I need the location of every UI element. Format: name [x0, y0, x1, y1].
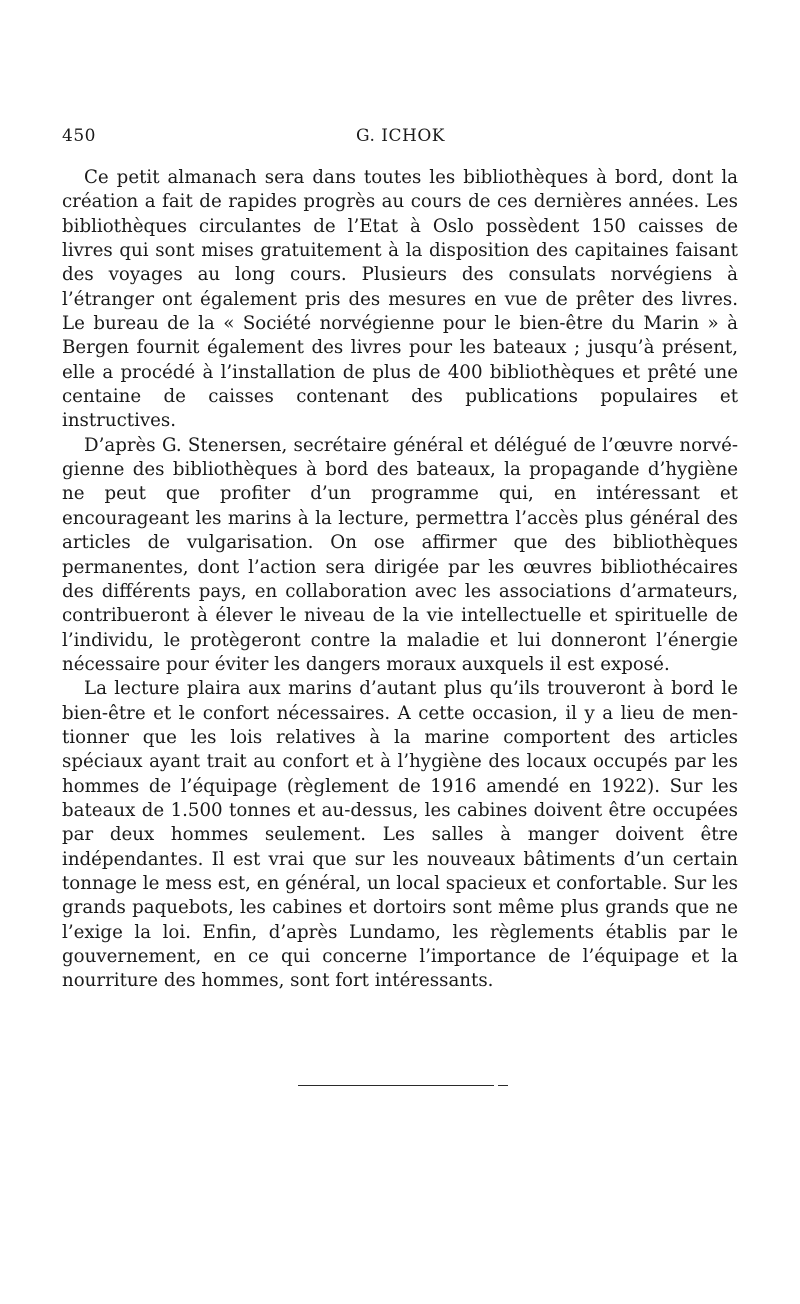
page-number: 450: [62, 126, 96, 146]
paragraph-almanac: Ce petit almanach sera dans toutes les bibliothèques à bord, dont la création a fait de rapides progrès au cours de ces dernières années. Les bibliothèques circulantes de l’Etat à Oslo possèdent 150 caisses de livres qui sont mises gratuitement à la disposition des capitaines faisant des voyages au long cours. Plusieurs des consulats norvégiens à l’étranger ont également pris des mesures en vue de prêter des livres. Le bureau de la « Société norvégienne pour le bien-être du Marin » à Bergen fournit également des livres pour les bateaux ; jusqu’à présent, elle a procédé à l’installation de plus de 400 bibliothèques et prêté une centaine de caisses contenant des publications populaires et instructives.: [62, 167, 738, 432]
end-rule-tail: [498, 1085, 508, 1086]
running-head: G. ICHOK: [356, 126, 445, 146]
paragraph-comfort: La lecture plaira aux marins d’autant plus qu’ils trouveront à bord le bien-être et le confort nécessaires. A cette occasion, il y a lieu de mentionner que les lois relatives à la marine comportent des articles spéciaux ayant trait au confort et à l’hygiène des locaux occupés par les hommes de l’équipage (règlement de 1916 amendé en 1922). Sur les bateaux de 1.500 tonnes et au-dessus, les cabines doivent être occupées par deux hommes seulement. Les salles à manger doivent être indépendantes. Il est vrai que sur les nouveaux bâtiments d’un certain tonnage le mess est, en général, un local spacieux et confortable. Sur les grands paquebots, les cabines et dortoirs sont même plus grands que ne l’exige la loi. Enfin, d’après Lundamo, les règlements établis par le gouvernement, en ce qui concerne l’importance de l’équipage et la nourriture des hommes, sont fort intéressants.: [62, 678, 738, 992]
body-text: [62, 166, 738, 994]
end-rule: [298, 1085, 494, 1086]
paragraph-stenersen: D’après G. Stenersen, secrétaire général et délégué de l’œuvre norvégienne des bibliothèques à bord des bateaux, la propagande d’hygiène ne peut que profiter d’un programme qui, en intéressant et encourageant les marins à la lecture, permettra l’accès plus général des articles de vulgarisation. On ose affirmer que des bibliothèques permanentes, dont l’action sera dirigée par les œuvres bibliothécaires des différents pays, en collaboration avec les associations d’armateurs, contribueront à élever le niveau de la vie intellectuelle et spirituelle de l’individu, le protègeront contre la maladie et lui donneront l’énergie nécessaire pour éviter les dangers moraux auxquels il est exposé.: [62, 434, 738, 675]
